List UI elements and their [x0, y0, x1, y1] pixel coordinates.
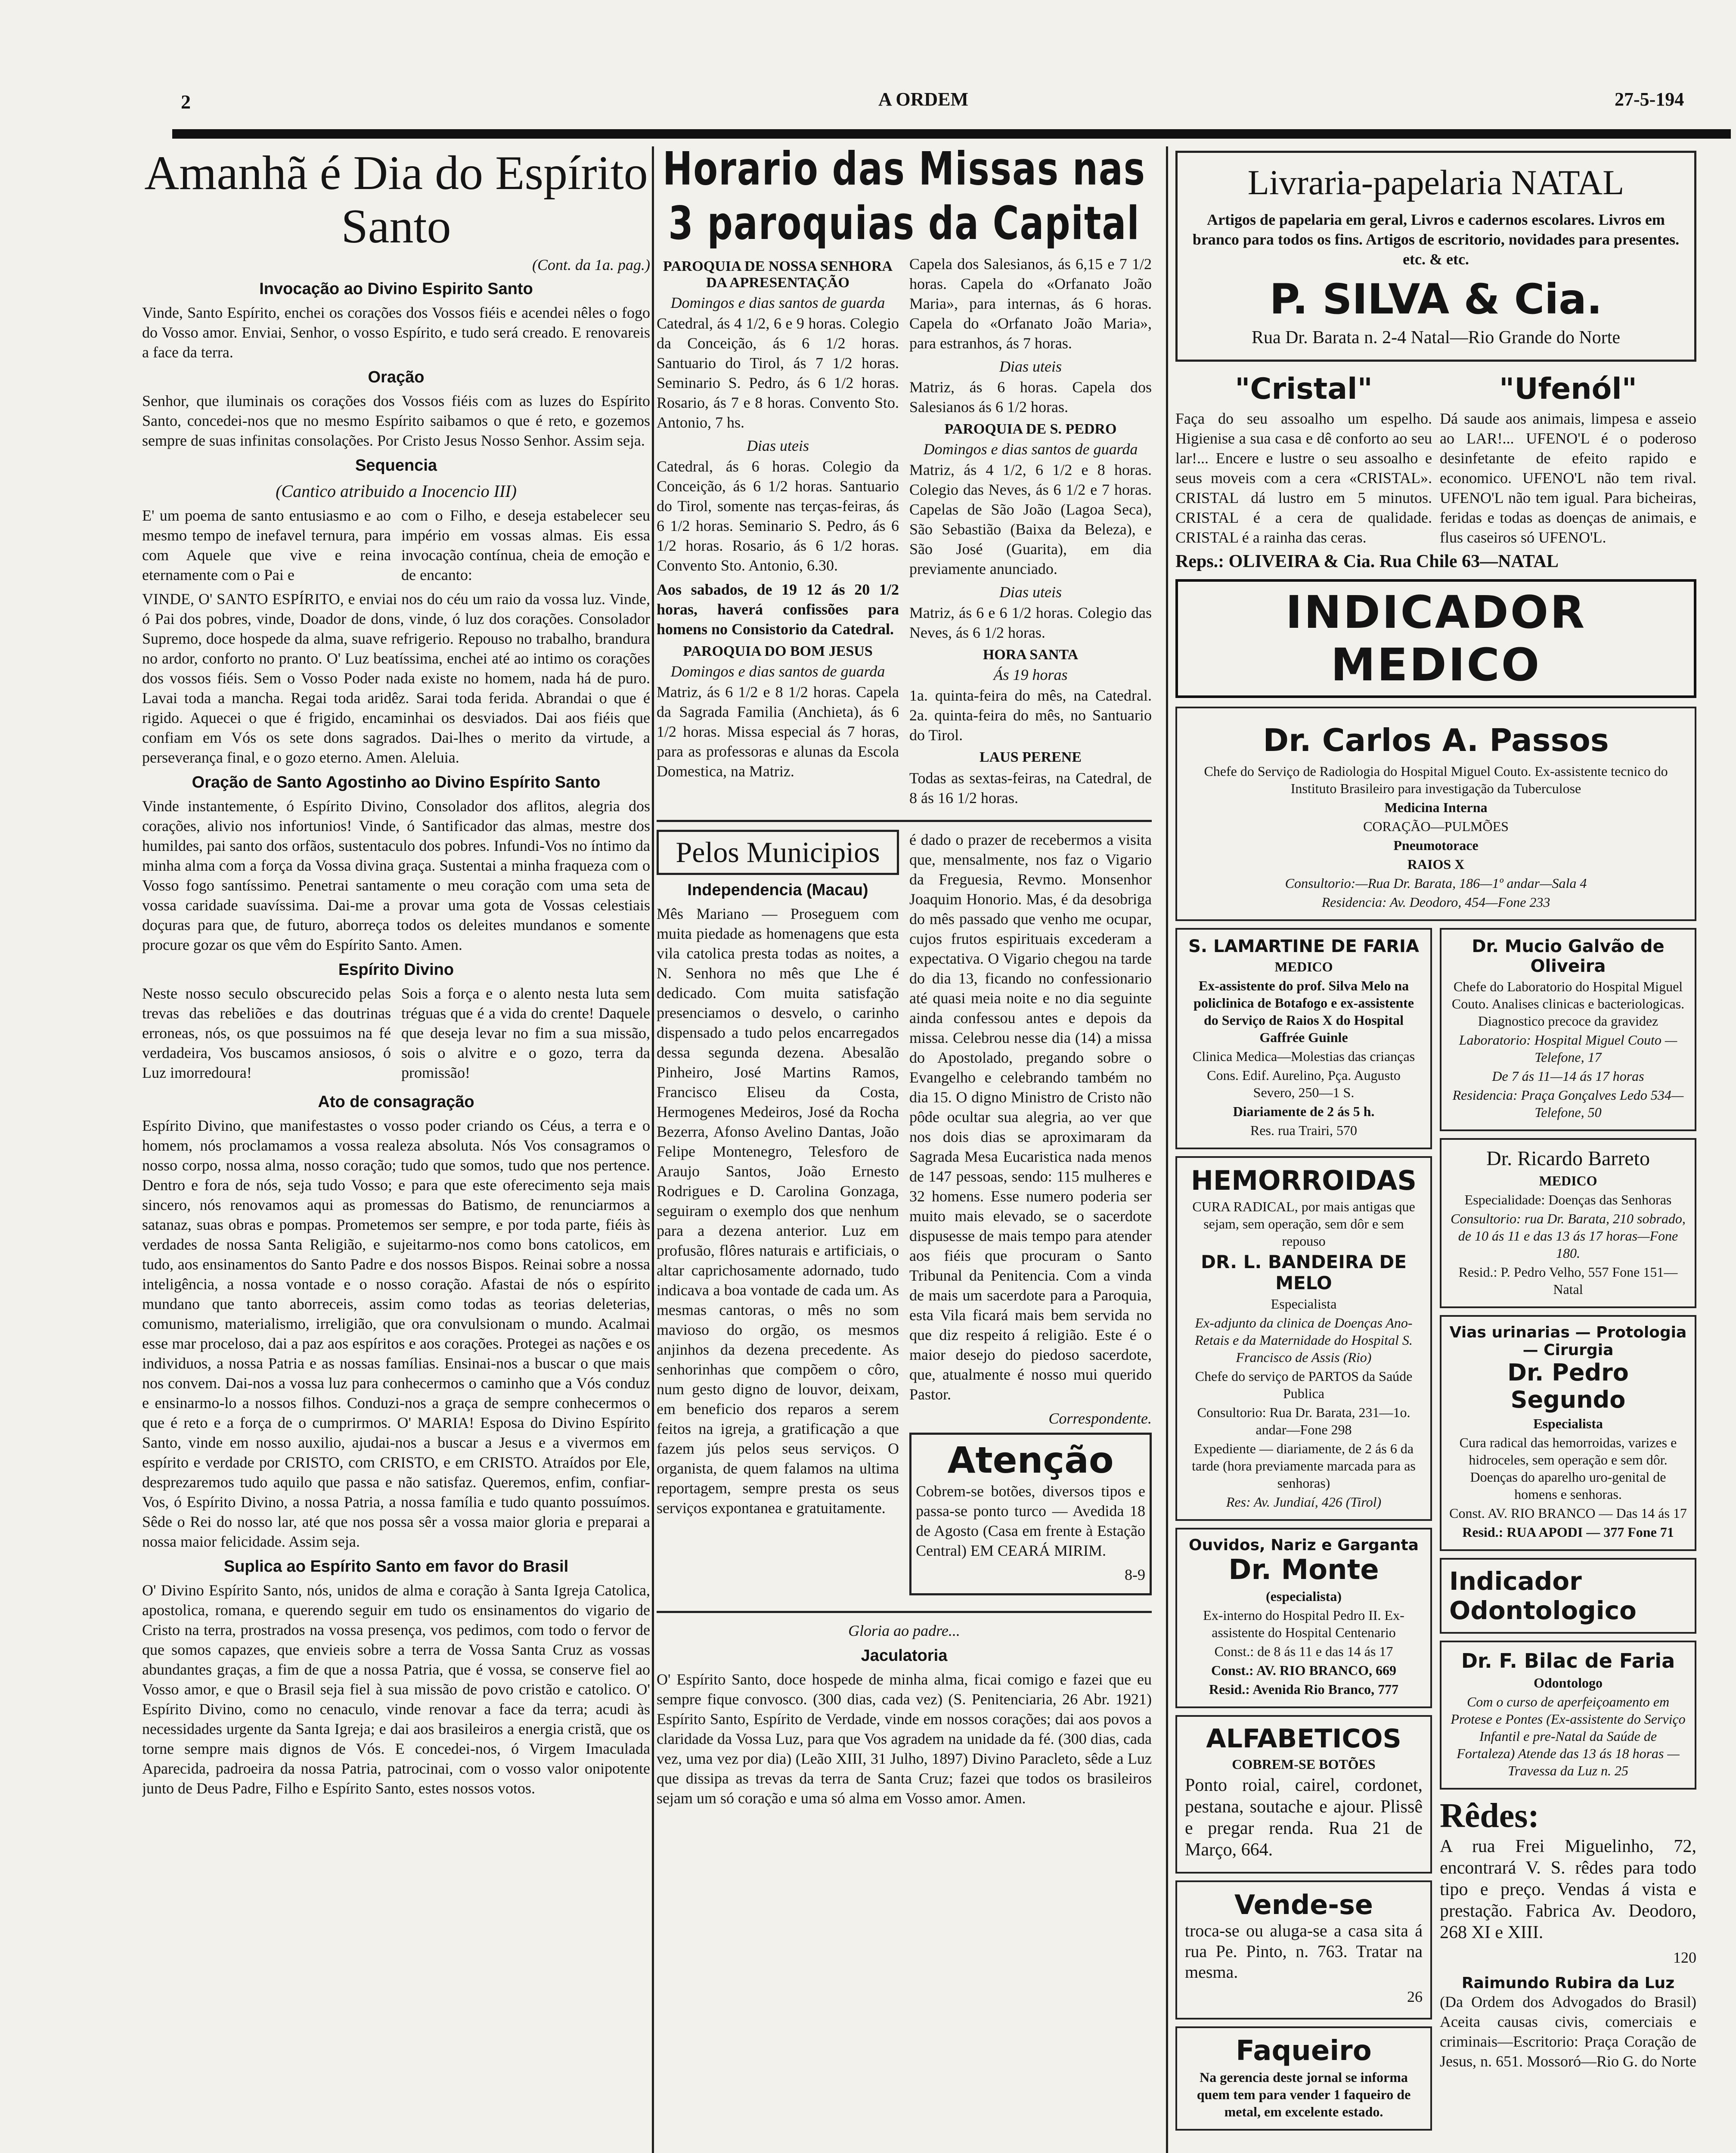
- doctors-grid: [1175, 928, 1696, 2137]
- signature: Correspondente.: [1048, 1410, 1152, 1427]
- mass-schedule-title: Horario das Missas nas 3 paroquias da Capital: [662, 146, 1146, 250]
- paragraph: Clinica Medica—Molestias das crianças: [1192, 1049, 1415, 1064]
- paragraph: Consultorio: Rua Dr. Barata, 231—1o. andar—Fone 298: [1197, 1405, 1410, 1437]
- two-column-text: [142, 506, 650, 589]
- ad-code: 120: [1673, 1949, 1696, 1966]
- paragraph: Resid.: RUA APODI — 377 Fone 71: [1462, 1524, 1674, 1540]
- municipios-title: Pelos Municipios: [676, 836, 880, 869]
- monte-heading: Ouvidos, Nariz e Garganta: [1189, 1536, 1419, 1554]
- divider: [657, 820, 1152, 822]
- schedule-subhead: Dias uteis: [999, 358, 1062, 375]
- odontologico-title: Indicador Odontologico: [1449, 1567, 1637, 1625]
- alfabeticos-title: ALFABETICOS: [1206, 1724, 1401, 1754]
- paragraph: Especialidade: Doenças das Senhoras: [1464, 1192, 1672, 1207]
- hora-santa-time: Ás 19 horas: [993, 666, 1068, 683]
- section-heading: Invocação ao Divino Espirito Santo: [259, 280, 533, 298]
- paragraph: Laboratorio: Hospital Miguel Couto — Telefone, 17: [1459, 1032, 1677, 1065]
- passos-name: Dr. Carlos A. Passos: [1263, 722, 1609, 758]
- municipios-block: [657, 830, 1152, 1603]
- schedule-subhead: Dias uteis: [999, 583, 1062, 601]
- natal-owner: P. SILVA & Cia.: [1269, 275, 1603, 323]
- paragraph: Ex-assistente do prof. Silva Melo na policlinica de Botafogo e ex-assistente do Serviço de Raios X do Hospital Gaffrée Guinle: [1194, 978, 1414, 1045]
- rubira-name: Raimundo Rubira da Luz: [1461, 1974, 1675, 1992]
- monte-name: Dr. Monte: [1228, 1554, 1379, 1586]
- column-espirito-santo: [142, 146, 650, 2153]
- faria-ad: [1175, 928, 1432, 1149]
- section-heading: Sequencia: [355, 456, 437, 475]
- bandeira-ad: [1175, 1156, 1432, 1521]
- paragraph: Cons. Edif. Aurelino, Pça. Augusto Severo, 250—1 S.: [1207, 1067, 1401, 1100]
- paragraph: Matriz, ás 6 e 6 1/2 horas. Colegio das Neves, ás 6 1/2 horas.: [909, 604, 1152, 641]
- paragraph: O' Divino Espírito Santo, nós, unidos de alma e coração à Santa Igreja Catolica, apostolica, romana, e querendo seguir em tudo os ensinamentos do vigario de Cristo na terra, prostrados na vossa presença, vos pedimos, com todo o fervor de que somos capazes, que envieis sobre a terra de Vossa Santa Cruz as vossas abundantes graças, a fim de que a nossa Patria, que é vossa, se conserve fiel ao Vosso amor, e que o Brasil seja fiel à sua missão de povo cristão e catolico. O' Espírito Divino, como no cenaculo, vinde renovar a face da terra; acudi às necessidades urgente da Santa Igreja; e dai aos brasileiros a energia cristã, que os torne sempre mais dignos de Vós. E concedei-nos, ó Virgem Imaculada Aparecida, padroeira da nossa Patria, patrocinai, com o vosso valor onipotente junto de Deus Padre, Filho e Espírito Santo, estes nossos votos.: [142, 1582, 650, 1797]
- paragraph: CURA RADICAL, por mais antigas que sejam, sem operação, sem dôr e sem repouso: [1192, 1199, 1415, 1249]
- paragraph: CORAÇÃO—PULMÕES: [1363, 819, 1509, 834]
- bandeira-name: DR. L. BANDEIRA DE MELO: [1201, 1251, 1407, 1294]
- section-heading: Oração: [368, 368, 425, 386]
- municipios-title-box: [657, 830, 899, 875]
- section-heading: Jaculatoria: [861, 1647, 948, 1665]
- redes-title: Rêdes:: [1440, 1797, 1540, 1835]
- paragraph: MEDICO: [1539, 1173, 1597, 1188]
- rubira-ad: [1440, 1974, 1696, 2071]
- parish-heading: PAROQUIA DE S. PEDRO: [944, 421, 1117, 437]
- paragraph: troca-se ou aluga-se a casa sita á rua Pe. Pinto, n. 763. Tratar na mesma.: [1185, 1921, 1423, 1982]
- vende-se-title: Vende-se: [1234, 1889, 1373, 1920]
- paragraph: Reps.: OLIVEIRA & Cia. Rua Chile 63—NATAL: [1175, 552, 1559, 571]
- paragraph: 1a. quinta-feira do mês, na Catedral. 2a. quinta-feira do mês, no Santuario do Tirol.: [909, 687, 1152, 744]
- schedule-subhead: Domingos e dias santos de guarda: [670, 294, 885, 311]
- paragraph: Chefe do Serviço de Radiologia do Hospital Miguel Couto. Ex-assistente tecnico do Instituto Brasileiro para investigação da Tuberculose: [1204, 763, 1668, 796]
- ad-code: 26: [1407, 1988, 1423, 2005]
- paragraph: Gloria ao padre...: [848, 1622, 960, 1639]
- natal-ad: [1175, 151, 1696, 362]
- paragraph: Resid.: Avenida Rio Branco, 777: [1209, 1681, 1399, 1697]
- paragraph: Ex-interno do Hospital Pedro II. Ex-assistente do Hospital Centenario: [1203, 1607, 1404, 1640]
- paragraph: Com o curso de aperfeiçoamento em Protese e Pontes (Ex-assistente do Serviço Infantil e pre-Natal da Saúde de Fortaleza) Atende das 13 ás 18 horas — Travessa da Luz n. 25: [1451, 1694, 1686, 1778]
- paragraph: é dado o prazer de recebermos a visita que, mensalmente, nos faz o Vigario da Freguesia, Revmo. Monsenhor Joaquim Honorio. Mas, é da desobriga do mês passado que venho me ocupar, cujos frutos espirituais excederam a expectativa. O Vigario chegou na tarde do dia 13, ficando no confessionario até quasi meia noite e no dia seguinte ainda confessou antes e depois da missa. Celebrou nesse dia (14) a missa do Apostolado, pregando sobre o Evangelho e celebrando também no dia 15. O digno Ministro de Cristo não pôde ocultar sua alegria, ao ver que nos dois dias se aproximaram da Sagrada Mesa Eucaristica nada menos de 147 pessoas, sendo: 115 mulheres e 32 homens. Esse numero poderia ser muito mais elevado, se o sacerdote dispusesse de mais tempo para atender aos fiéis que procuram o Santo Tribunal da Penitencia. Com a vinda de mais um sacerdote para a Paroquia, esta Vila ficará mais bem servida no que diz respeito á religião. Este é o maior desejo do piedoso sacerdote, que, atualmente é nosso mui querido Pastor.: [909, 831, 1152, 1403]
- paragraph: Ex-adjunto da clinica de Doenças Ano-Retais e da Maternidade do Hospital S. Francisco de Assis (Rio): [1195, 1315, 1413, 1365]
- ad-code: 8-9: [1125, 1566, 1145, 1583]
- faqueiro-ad: [1175, 2026, 1432, 2131]
- barreto-name: Dr. Ricardo Barreto: [1486, 1147, 1650, 1170]
- natal-title: Livraria-papelaria NATAL: [1247, 163, 1624, 202]
- paragraph: Especialista: [1271, 1296, 1337, 1312]
- paragraph: Residencia: Av. Deodoro, 454—Fone 233: [1321, 894, 1550, 910]
- paragraph: Matriz, ás 6 horas. Capela dos Salesianos ás 6 1/2 horas.: [909, 378, 1152, 416]
- paragraph: (Da Ordem dos Advogados do Brasil) Aceita causas civis, comerciais e criminais—Escritorio: Praça Coração de Jesus, n. 651. Mossoró—Rio G. do Norte: [1440, 1993, 1696, 2070]
- column-rule: [1166, 146, 1168, 2153]
- paragraph: Sois a força e o alento nesta luta sem tréguas que é a vida do crente! Daquele que deseja levar no fim a sua missão, sois o alvitre e o gozo, terra da promissão!: [401, 985, 650, 1081]
- section-heading: Oração de Santo Agostinho ao Divino Espírito Santo: [192, 773, 601, 791]
- paragraph: RAIOS X: [1407, 856, 1465, 872]
- paragraph: Consultorio:—Rua Dr. Barata, 186—1º andar—Sala 4: [1285, 875, 1587, 891]
- paragraph: Especialista: [1533, 1416, 1603, 1431]
- article-title: Amanhã é Dia do Espírito Santo: [144, 146, 648, 253]
- paragraph: Resid.: P. Pedro Velho, 557 Fone 151—Natal: [1458, 1264, 1678, 1297]
- paragraph: De 7 ás 11—14 ás 17 horas: [1492, 1068, 1644, 1084]
- section-heading: Suplica ao Espírito Santo em favor do Brasil: [223, 1557, 569, 1576]
- paragraph: com o Filho, e deseja estabelecer seu império em vossas almas. Eis essa invocação contínua, cheia de emoção e de encanto:: [401, 507, 650, 583]
- paragraph: Capela dos Salesianos, ás 6,15 e 7 1/2 horas. Capela do «Orfanato João Maria», para internas, ás 6 horas. Capela do «Orfanato João Maria», para estranhos, ás 7 horas.: [909, 255, 1152, 352]
- atencao-ad: [909, 1433, 1152, 1595]
- paragraph: Faça do seu assoalho um espelho. Higienise a sua casa e dê conforto ao seu lar!... Encere e lustre o seu assoalho e seus moveis com a cera «CRISTAL». CRISTAL dá lustro em 5 minutos. CRISTAL é a cera de qualidade. CRISTAL é a rainha das ceras.: [1175, 410, 1432, 546]
- faria-name: S. LAMARTINE DE FARIA: [1188, 937, 1419, 956]
- ufenol-title: "Ufenól": [1499, 372, 1637, 406]
- paragraph: Chefe do Laboratorio do Hospital Miguel Couto. Analises clinicas e bacteriologicas. Diagnostico precoce da gravidez: [1451, 979, 1685, 1029]
- section-heading: Espírito Divino: [338, 961, 454, 979]
- faqueiro-title: Faqueiro: [1236, 2035, 1372, 2067]
- paragraph: Matriz, ás 4 1/2, 6 1/2 e 8 horas. Colegio das Neves, ás 6 1/2 e 7 horas. Capelas de São João (Lagoa Seca), São Sebastião (Baixa da Beleza), e São José (Guarita), em dia previamente anunciado.: [909, 461, 1152, 577]
- paragraph: Medicina Interna: [1384, 800, 1488, 815]
- redes-ad: [1440, 1796, 1696, 1967]
- paragraph: Residencia: Praça Gonçalves Ledo 534—Telefone, 50: [1452, 1087, 1684, 1120]
- masthead-rule: [172, 129, 1731, 139]
- paragraph: Senhor, que iluminais os corações dos Vossos fiéis com as luzes do Espírito Santo, concedei-nos que no mesmo Espírito saibamos o que é reto, e gozemos sempre de suas infinitas consolações. Por Cristo Jesus Nosso Senhor. Assim seja.: [142, 392, 650, 449]
- segundo-ad: [1440, 1315, 1696, 1551]
- bilac-name: Dr. F. Bilac de Faria: [1461, 1649, 1675, 1672]
- section-heading: Independencia (Macau): [687, 881, 868, 899]
- indicador-medico-title: INDICADOR MEDICO: [1175, 579, 1696, 698]
- paragraph: Res. rua Trairi, 570: [1250, 1123, 1357, 1138]
- paragraph: Const. AV. RIO BRANCO — Das 14 ás 17: [1449, 1505, 1687, 1521]
- odontologico-title-box: [1440, 1558, 1696, 1634]
- paragraph: (especialista): [1266, 1588, 1342, 1604]
- paragraph: Odontologo: [1533, 1675, 1603, 1691]
- section-subtitle: (Cantico atribuido a Inocencio III): [276, 481, 517, 501]
- paragraph: Aos sabados, de 19 12 ás 20 1/2 horas, haverá confissões para homens no Consistorio da Catedral.: [657, 581, 899, 638]
- paragraph: Consultorio: rua Dr. Barata, 210 sobrado, de 10 ás 11 e das 13 ás 17 horas—Fone 180.: [1451, 1211, 1686, 1261]
- paragraph: Chefe do serviço de PARTOS da Saúde Publica: [1195, 1368, 1413, 1401]
- two-column-text: [142, 983, 650, 1087]
- paragraph: Rua Dr. Barata n. 2-4 Natal—Rio Grande do Norte: [1251, 328, 1621, 347]
- paragraph: A rua Frei Miguelinho, 72, encontrará V. S. rêdes para todo tipo e preço. Vendas á vista e prestação. Fabrica Av. Deodoro, 268 XI e XIII.: [1440, 1837, 1696, 1942]
- galvao-ad: [1440, 928, 1696, 1131]
- paragraph: Artigos de papelaria em geral, Livros e cadernos escolares. Livros em branco para todos os fins. Artigos de escritorio, novidades para presentes. etc. & etc.: [1192, 211, 1680, 268]
- paragraph: MEDICO: [1274, 959, 1333, 974]
- paragraph: Res: Av. Jundiaí, 426 (Tirol): [1226, 1494, 1382, 1510]
- paragraph: Dá saude aos animais, limpesa e asseio ao LAR!... UFENO'L é o poderoso desinfetante de efeito rapido e economico. UFENO'L não tem rival. UFENO'L não tem igual. Para bicheiras, feridas e todas as doenças de animais, e flus caseiros só UFENO'L.: [1440, 410, 1696, 546]
- paragraph: Catedral, ás 6 horas. Colegio da Conceição, ás 6 1/2 horas. Santuario do Tirol, somente nas terças-feiras, ás 6 1/2 horas. Seminario S. Pedro, ás 6 1/2 horas. Rosario, ás 6 1/2 horas. Convento Sto. Antonio, 6.30.: [657, 458, 899, 574]
- page-number: 2: [181, 91, 191, 113]
- atencao-title: Atenção: [947, 1439, 1114, 1481]
- paragraph: Na gerencia deste jornal se informa quem tem para vender 1 faqueiro de metal, em excelente estado.: [1197, 2069, 1411, 2119]
- segundo-name: Dr. Pedro Segundo: [1507, 1359, 1629, 1413]
- paragraph: Mês Mariano — Proseguem com muita piedade as homenagens que esta vila catolica presta todas as noites, a N. Senhora no mês que Lhe é dedicado. Com muita satisfação presenciamos o desvelo, o carinho dispensado a tudo pelos encarregados dessa segunda dezena. Abesalão Pinheiro, José Martins Ramos, Francisco Eliseu da Costa, Hermogenes Medeiros, José da Rocha Bezerra, Afonso Avelino Dantas, João Felipe Montenegro, Telesforo de Araujo Santos, João Ernesto Rodrigues e D. Carolina Gonzaga, seguiram o exemplo dos que nenhum para a dezena anterior. Luz em profusão, flôres naturais e artificiais, o altar caprichosamente adornado, tudo indicava a boa vontade de cada um. As mesmas cantoras, o mês no som mavioso do orgão, os mesmos anjinhos da dezena precedente. As senhorinhas que compõem o côro, num gesto digno de louvor, deixam, em beneficio dos reparos a serem feitos na igreja, a gratificação a que fazem jús pelos seus serviços. O organista, de quem falamos na ultima reportagem, sempre presta os seus serviços expontanea e gratuitamente.: [657, 905, 899, 1517]
- column-missas: [657, 146, 1152, 2153]
- cristal-ufenol-ads: [1175, 369, 1696, 552]
- barreto-ad: [1440, 1138, 1696, 1308]
- cristal-title: "Cristal": [1235, 372, 1373, 406]
- column-anuncios: [1175, 146, 1696, 2153]
- parish-heading: PAROQUIA DO BOM JESUS: [683, 643, 873, 659]
- vende-se-ad: [1175, 1880, 1432, 2020]
- paragraph: Todas as sextas-feiras, na Catedral, de 8 ás 16 1/2 horas.: [909, 769, 1152, 807]
- paragraph: Matriz, ás 6 1/2 e 8 1/2 horas. Capela da Sagrada Familia (Anchieta), ás 6 1/2 horas. Missa especial ás 7 horas, para as professoras e alunas da Escola Domestica, na Matriz.: [657, 683, 899, 780]
- paragraph: E' um poema de santo entusiasmo e ao mesmo tempo de inefavel ternura, para com Aquele que vive e reina eternamente com o Pai e: [142, 507, 391, 583]
- parish-block: [657, 254, 1152, 812]
- paragraph: Catedral, ás 4 1/2, 6 e 9 horas. Colegio da Conceição, ás 6 1/2 horas. Santuario do Tirol, ás 7 1/2 horas. Seminario S. Pedro, ás 6 1/2 horas. Rosario, ás 7 e 8 horas. Convento Sto. Antonio, 7 hs.: [657, 315, 899, 431]
- paragraph: COBREM-SE BOTÕES: [1232, 1756, 1376, 1772]
- hora-santa-heading: HORA SANTA: [983, 647, 1079, 663]
- schedule-subhead: Dias uteis: [746, 437, 809, 454]
- galvao-name: Dr. Mucio Galvão de Oliveira: [1472, 937, 1665, 976]
- paragraph: Const.: AV. RIO BRANCO, 669: [1211, 1663, 1396, 1678]
- divider: [657, 1611, 1152, 1613]
- hemorroidas-title: HEMORROIDAS: [1190, 1165, 1417, 1196]
- paragraph: Neste nosso seculo obscurecido pelas trevas das rebeliões e das doutrinas erroneas, nós, os que possuimos na fé verdadeira, Vos buscamos ansiosos, ó Luz imorredoura!: [142, 985, 391, 1081]
- paragraph: Pneumotorace: [1393, 838, 1479, 853]
- segundo-heading: Vias urinarias — Protologia — Cirurgia: [1449, 1324, 1687, 1359]
- paragraph: VINDE, O' SANTO ESPÍRITO, e enviai nos do céu um raio da vossa luz. Vinde, ó Pai dos pobres, vinde, Doador de dons, vinde, ó luz dos corações. Consolador Supremo, doce hospede da alma, suave refrigerio. Repouso no trabalho, brandura no ardor, conforto no pranto. O' Luz beatíssima, enchei até ao intimo os corações dos vossos fiéis. Sem o Vosso Poder nada existe no homem, nada há de puro. Lavai toda a mancha. Regai toda aridêz. Sarai toda ferida. Abrandai o que é rigido. Aquecei o que é frigido, encaminhai os desviados. Dai aos fiéis que confiam em Vós os sete dons sagrados. Dai-lhes o merito da virtude, a perseverança final, e o gozo eterno. Amen. Aleluia.: [142, 590, 650, 766]
- paragraph: Cobrem-se botões, diversos tipos e passa-se ponto turco — Avedida 18 de Agosto (Casa em frente à Estação Central) EM CEARÁ MIRIM.: [916, 1483, 1145, 1559]
- paragraph: Const.: de 8 ás 11 e das 14 ás 17: [1214, 1644, 1393, 1659]
- continuation-note: (Cont. da 1a. pag.): [532, 256, 650, 273]
- paragraph: Vinde, Santo Espírito, enchei os corações dos Vossos fiéis e acendei nêles o fogo do Vosso amor. Enviai, Senhor, o vosso Espírito, e tudo será creado. E renovareis a face da terra.: [142, 304, 650, 361]
- parish-heading: PAROQUIA DE NOSSA SENHORA DA APRESENTAÇÃO: [663, 258, 893, 291]
- laus-perene-heading: LAUS PERENE: [979, 749, 1082, 765]
- masthead: [172, 88, 1731, 144]
- paper-name: A ORDEM: [878, 89, 968, 110]
- paragraph: Cura radical das hemorroidas, varizes e hidroceles, sem operação e sem dôr. Doenças do aparelho uro-genital de homens e senhoras.: [1459, 1435, 1677, 1502]
- paragraph: Vinde instantemente, ó Espírito Divino, Consolador dos aflitos, alegria dos corações, alivio nos infortunios! Vinde, ó Santificador das almas, mestre dos humildes, pai santo dos orfãos, sustentaculo dos pobres. Infundi-Vos no íntimo da minha alma com a força da Vossa divina graça. Sustentai a minha fraqueza com o Vosso fogo santíssimo. Penetrai santamente o meu coração com uma seta de vossa caridade suavíssima. Dai-me a provar uma gota de Vossas celestiais doçuras para que, de futuro, aborreça todos os deleites mundanos e somente procure gozar os que vêm do Espírito Santo. Amen.: [142, 797, 650, 953]
- paragraph: O' Espírito Santo, doce hospede de minha alma, ficai comigo e fazei que eu sempre fique convosco. (300 dias, cada vez) (S. Penitenciaria, 26 Abr. 1921) Espírito Santo, Espírito de Verdade, vinde em nossos corações; dai aos povos a claridade da Vossa Luz, para que Vos agradem na unidade da fé. (300 dias, cada vez, uma vez por dia) (Leão XIII, 31 Julho, 1897) Divino Paracleto, sêde a Luz que dissipa as trevas da terra de Santa Cruz; fazei que todos os brasileiros sejam um só coração e uma só alma em Vosso amor. Amen.: [657, 1671, 1152, 1807]
- column-rule: [652, 146, 654, 2153]
- date: 27-5-194: [1615, 89, 1684, 110]
- passos-ad: [1175, 707, 1696, 921]
- bilac-ad: [1440, 1641, 1696, 1790]
- paragraph: Expediente — diariamente, de 2 ás 6 da tarde (hora previamente marcada para as senhoras): [1192, 1441, 1416, 1491]
- paragraph: Diariamente de 2 ás 5 h.: [1233, 1104, 1375, 1119]
- schedule-subhead: Domingos e dias santos de guarda: [670, 663, 885, 680]
- paragraph: Espírito Divino, que manifestastes o vosso poder criando os Céus, a terra e o homem, nós proclamamos a vossa realeza absoluta. Nós Vos consagramos o nosso corpo, nossa alma, nosso coração; tudo que somos, tudo que nos pertence. Dentro e fora de nós, seja tudo Vosso; e para que este oferecimento seja mais sincero, nós renovamos aqui as promessas do Batismo, de renunciarmos a satanaz, suas obras e pompas. Prometemos ser sempre, e por toda parte, fiéis às verdades de nossa Santa Religião, e sujeitarmo-nos como bons catolicos, em tudo, aos ensinamentos do Santo Padre e dos nossos Bispos. Reinai sobre a nossa inteligência, a nossa vontade e o nosso coração. Afastai de nós o espírito mundano que tanto aborreceis, assim como todas as teorias deleterias, comunismo, materialismo, irreligião, que ora convulsionam o mundo. Acalmai esse mar proceloso, dai a paz aos espíritos e aos corações. Protegei as nações e os individuos, a nossa Patria e as nossas famílias. Ensinai-nos a buscar o que mais nos convem. Dai-nos a vossa luz para conhecermos o caminho que a Vós conduz e ensinarmo-lo a nossos filhos. Conduzi-nos a graça de sempre conhecermos o que é reto e a força de o cumprirmos. O' MARIA! Esposa do Divino Espírito Santo, vinde em nosso auxilio, ajudai-nos a buscar a Jesus e a vivermos em espírito e verdade por CRISTO, com CRISTO, e em CRISTO. Atraídos por Ele, desprezaremos tudo aquilo que passa e não satisfaz. Queremos, enfim, confiar-Vos, ó Espírito Divino, a nossa Patria, a nossa família e tudo quanto possuímos. Sêde o Rei do nosso lar, até que nos possa sêr a vossa maior gloria e preparai a nossa maior felicidade. Assim seja.: [142, 1117, 650, 1550]
- section-heading: Ato de consagração: [318, 1093, 474, 1111]
- paragraph: Ponto roial, cairel, cordonet, pestana, soutache e ajour. Plissê e pregar renda. Rua 21 de Março, 664.: [1185, 1775, 1423, 1860]
- alfabeticos-ad: [1175, 1715, 1432, 1874]
- schedule-subhead: Domingos e dias santos de guarda: [923, 441, 1138, 458]
- monte-ad: [1175, 1528, 1432, 1708]
